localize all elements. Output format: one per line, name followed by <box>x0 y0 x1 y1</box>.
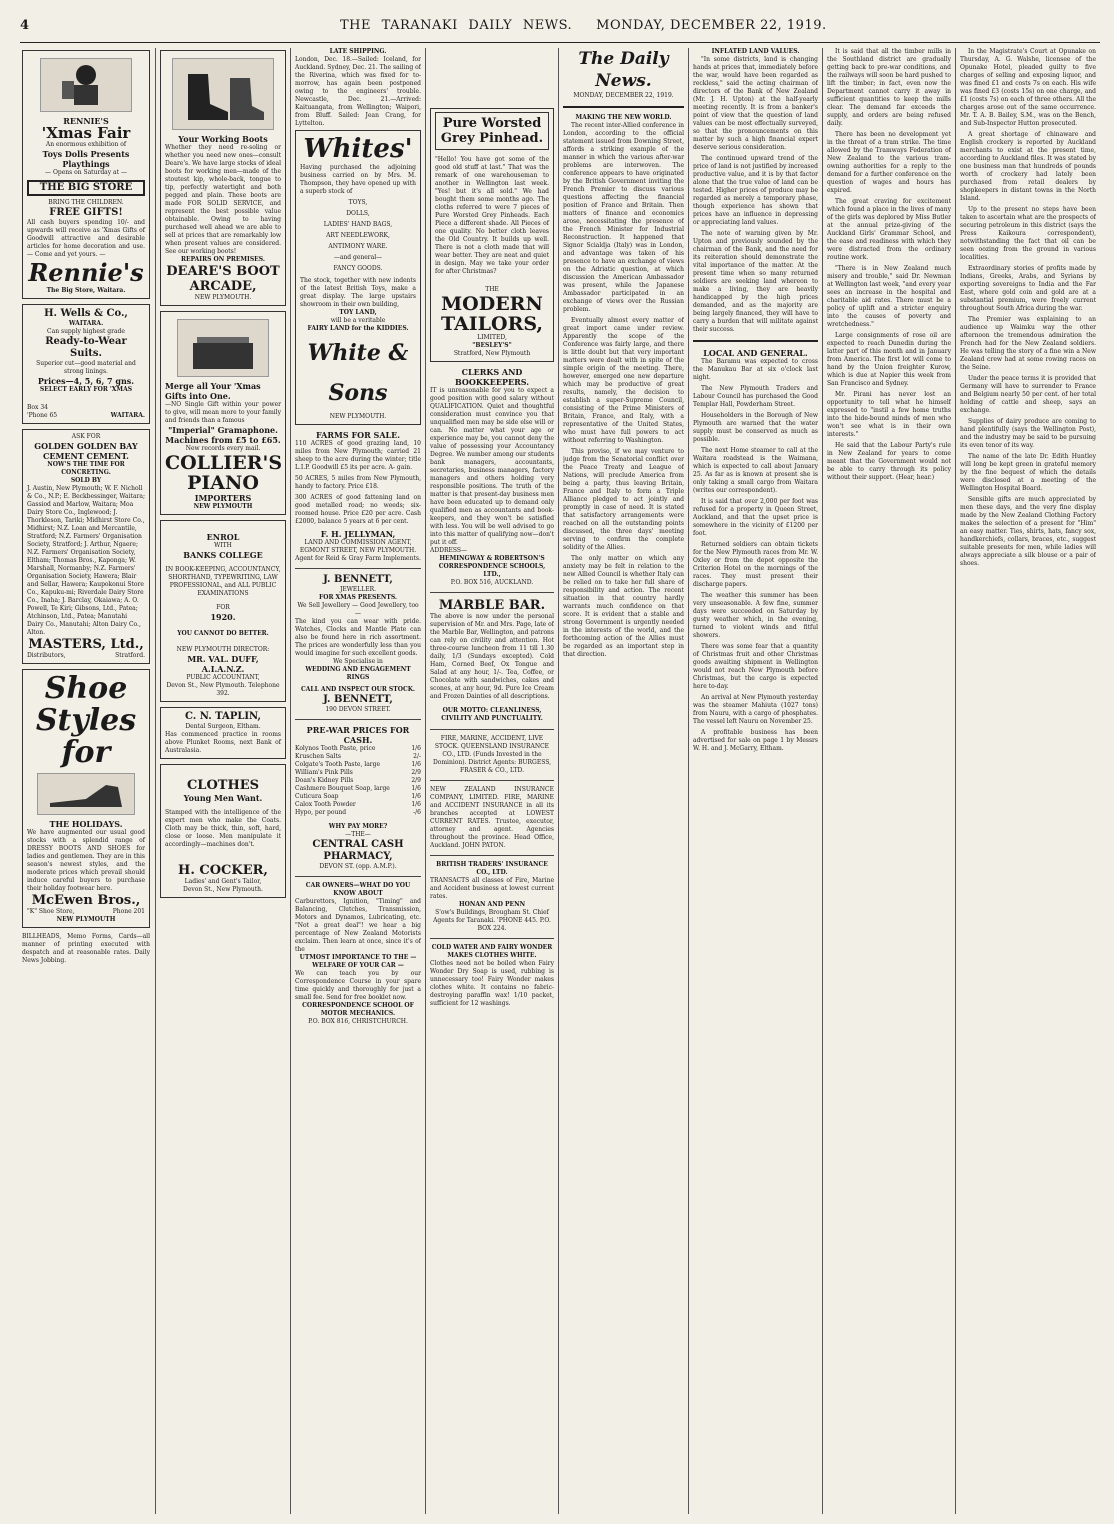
cocker-name: H. COCKER, <box>178 863 268 878</box>
local-general-items <box>693 358 818 753</box>
honan-text: S'ow's Buildings, Brougham St. Chief Agents for Taranaki. 'PHONE 445. P.O. BOX 224. <box>433 909 551 932</box>
farm-listing: 50 ACRES, 5 miles from New Plymouth, handy to factory. Price £18. <box>295 475 421 490</box>
rennie-title: RENNIE'S <box>63 116 109 126</box>
paragraph: He said that the Labour Party's rule in New Zealand for years to come meant that the Government would not be able to carry through its policy without their support. (Hear, hear.) <box>827 442 951 481</box>
paragraph: The Baramu was expected to cross the Manukau Bar at six o'clock last night. <box>693 358 818 381</box>
paragraph: The note of warning given by Mr. Upton and previously sounded by the chairman of the Bank, and the need for its reiteration should demonstrate the vital importance of the matter. At the present time when so many returned soldiers are seeking land whereon to make a living, they are heavily handicapped by the high prices demanded, and as the majority are being largely financed, they will have to carry a burden that will militate against their success. <box>693 230 818 333</box>
paragraph: Supplies of dairy produce are coming to hand plentifully (says the Wellington Post), and the industry may be said to be pursuing its even tenor of its way. <box>960 418 1096 449</box>
wells-ad <box>22 304 150 424</box>
central-pharmacy: CENTRAL CASH PHARMACY, <box>312 839 404 862</box>
farm-listing: 110 ACRES of good grazing land, 10 miles from New Plymouth; carried 21 sheep to the acre during the winter; title L.I.P. Goodwill £5 its per acre. A- gain. <box>295 440 421 471</box>
cement-now: NOW'S THE TIME FOR CONCRETING. <box>47 461 125 476</box>
mcewen-name: McEwen Bros., <box>31 893 141 908</box>
masthead <box>20 18 1100 40</box>
banks-college: BANKS COLLEGE <box>183 550 263 560</box>
cocker-address: Devon St., New Plymouth. <box>183 886 263 893</box>
director-role: PUBLIC ACCOUNTANT, <box>186 674 260 681</box>
clerks-heading: CLERKS AND BOOKKEEPERS. <box>455 367 529 387</box>
jellyman-name: F. H. JELLYMAN, <box>320 529 396 539</box>
records: New records every mail. <box>185 445 261 452</box>
masters-distributors: Distributors, <box>27 652 66 659</box>
price-item: Kruschen Salts <box>295 753 341 760</box>
paragraph: In the Magistrate's Court at Opunake on Thursday, A. G. Walshe, licensee of the Opunake Hotel, pleaded guilty to five charges of selling and exposing liquor, and was fined £1 and costs 7s on each. His wife was fined £3 (costs 15s) on one charge, and £1 (costs 7s) on each of three others. All the charges arose out of the same occurrence. Mr. T. A. B. Bailey, S.M., was on the Bench, and Sub-Inspector Hutton prosecuted. <box>960 48 1096 127</box>
deare-name: DEARE'S BOOT ARCADE, <box>166 264 280 294</box>
cement-title: GOLDEN GOLDEN BAY CEMENT CEMENT. <box>34 441 138 461</box>
paragraph: Householders in the Borough of New Plymouth are warned that the water supply must be conserved as much as possible. <box>693 412 818 443</box>
mcewen-address: "K" Shoe Store, <box>27 908 75 915</box>
pure-text: "Hello! You have got some of the good old stuff at last." That was the remark of one warehouseman to another in Wellington last week. "Yes! but it's all sold." We had bought them some months ago. The cloths referred to were 7 pieces of Pure Worsted Grey Pinheads. Each Piece a different shade. All Pieces of one quality. No better cloth leaves the Old Country. It builds up well. There is not a cloth made that will wear better. They are neat and quiet in design. May we take your order for after Christmas? <box>435 156 549 275</box>
wells-town: WAITARA. <box>110 412 145 419</box>
price-item: Hypo, per pound <box>295 809 347 816</box>
paragraph: This proviso, if we may venture to judge from the Senatorial conflict over the Peace Treaty and League of Nations, will preclude America from being a party, thus leaving Britain, France and Italy to form a Triple Alliance pledged to act jointly and promptly in case of need. It is stated that satisfactory arrangements were reached on all the outstanding points discussed, the three days' meeting serving to confirm the complete solidity of the Allies. <box>563 448 684 551</box>
editorial-headline: MAKING THE NEW WORLD. <box>575 114 672 121</box>
address-label: ADDRESS— <box>430 547 467 554</box>
price-row <box>295 785 421 793</box>
xmas-presents: FOR XMAS PRESENTS. <box>318 594 398 601</box>
column-divider <box>688 48 689 1514</box>
price-value: 1/6 <box>411 785 421 792</box>
paragraph: It is said that over 2,000 per foot was refused for a property in Queen Street, Auckland, and that the upset price is somewhere in the vicinity of £1200 per foot. <box>693 498 818 537</box>
price-value: 2/9 <box>411 777 421 784</box>
wells-prices: Prices—4, 5, 6, 7 gns. <box>37 376 135 386</box>
column-divider <box>822 48 823 1514</box>
nz-insurance: NEW ZEALAND INSURANCE COMPANY, LIMITED. FIRE, MARINE and ACCIDENT INSURANCE in all its branches accepted at LOWEST CURRENT RATES. Trustee, executor, attorney and agent. Agencies throughout the province. Head Office, Auckland. JOHN PATON. <box>430 786 554 849</box>
jeweller: JEWELLER. <box>339 586 377 593</box>
wells-title: H. Wells & Co., <box>44 308 128 319</box>
taplin-role: Dental Surgeon, Eltham. <box>185 723 261 730</box>
price-row <box>295 753 421 761</box>
paragraph: The weather this summer has been very unseasonable. A few fine, summer days were succeeded on Saturday by gusty weather which, in the evening, turned to violent winds and fitful showers. <box>693 592 818 639</box>
toyland2: will be a veritable <box>330 317 386 324</box>
boots-text: Whether they need re-soling or whether you need new ones—consult Deare's. We have large stocks of ideal boots for working men—made of the stoutest kip, whole-back, tongue to tip, perfectly watertight and both pegged and plain. These boots are made FOR SOLID SERVICE, and represent the best possible value obtainable. Owing to having purchased well ahead we are able to sell at prices that are remarkably low when present values are considered. See our working boots! <box>165 144 281 255</box>
rings: WEDDING AND ENGAGEMENT RINGS <box>305 666 411 681</box>
price-item: Doan's Kidney Pills <box>295 777 354 784</box>
santa-illustration <box>40 58 132 112</box>
rennie-line: BRING THE CHILDREN. <box>48 199 124 206</box>
mcewen-phone: Phone 201 <box>112 908 145 915</box>
whites-logo: Whites' <box>303 134 413 164</box>
queensland-insurance: FIRE, MARINE, ACCIDENT, LIVE STOCK. QUEENSLAND INSURANCE CO., LTD. (Funds Invested in the Dominion). District Agents: BURGESS, FRASER & CO., LTD. <box>432 735 552 774</box>
free-gifts: FREE GIFTS! <box>49 207 123 218</box>
price-row <box>295 769 421 777</box>
local-general-heading: LOCAL AND GENERAL. <box>703 348 808 358</box>
jellyman-agent: Agent for Reid & Gray Farm Implements. <box>295 555 421 562</box>
column-divider <box>155 48 156 1514</box>
whites-text2: The stock, together with new indents of the latest British Toys, make a great display. The large upstairs showroom in their own building, <box>300 277 416 308</box>
column-divider <box>425 48 426 1514</box>
cement-sold: SOLD BY <box>70 477 102 484</box>
price-value: 2/- <box>413 753 421 760</box>
news-items <box>960 48 1096 568</box>
price-row <box>295 777 421 785</box>
paragraph: Eventually almost every matter of great import came under review. Apparently the scope of the Conference was fairly large, and there is little doubt but that very important matters were dealt with in spite of the simple origin of the meeting. There, however, emerged one new departure which may be productive of great results, namely, the decision to establish a super-Supreme Council, consisting of the Prime Ministers of Britain, France, and Italy, with a representative of the United States, who must have full powers to act without referring to Washington. <box>563 317 684 444</box>
the: THE <box>485 286 499 293</box>
wells-phone: 'Phone 65 <box>27 412 58 419</box>
paragraph: There was some fear that a quantity of Christmas fruit and other Christmas goods awaiting shipment in Wellington would not reach New Plymouth before Christmas, but the cargo is expected here to-day. <box>693 643 818 690</box>
fairy-land: FAIRY LAND for the KIDDIES. <box>307 325 409 332</box>
jellyman-role: LAND AND COMMISSION AGENT, EGMONT STREET, NEW PLYMOUTH. <box>299 539 417 554</box>
price-row <box>295 745 421 753</box>
specialise: We Specialise in <box>333 658 383 665</box>
mcewen-town: NEW PLYMOUTH <box>56 916 116 923</box>
enrol: ENROL <box>206 532 240 542</box>
whites-ad <box>295 130 421 425</box>
whites-item: —and general— <box>333 254 383 261</box>
cocker-role: Ladies' and Gent's Tailor, <box>184 878 262 885</box>
repairs: REPAIRS ON PREMISES. <box>181 256 265 263</box>
wells-line: SELECT EARLY FOR 'XMAS <box>39 386 133 393</box>
school-address: P.O. BOX 816, CHRISTCHURCH. <box>308 1018 408 1025</box>
gramophone-illustration <box>177 319 269 377</box>
paragraph: Large consignments of rose oil are expected to reach Dunedin during the latter part of this month and in January from America. The first lot will come to hand by the Union freighter Kurow, which is due at Napier this week from San Francisco and Sydney. <box>827 332 951 387</box>
news-items <box>827 48 951 482</box>
british-traders: BRITISH TRADERS' INSURANCE CO., LTD. <box>436 861 548 876</box>
column-divider <box>955 48 956 1514</box>
paragraph: The Premier was explaining to an audience up Waimku way the other afternoon the tremendous admiration the French had for the New Zealand soldiers. He was telling the story of a fine win a New Zealand crew had at some rowing races on the Seine. <box>960 316 1096 371</box>
cement-list: J. Austin, New Plymouth; W. F. Nicholl & Co., N.P.; E. Beckbessinger, Waitara; Gassiod and Marlow, Waitara; Moa Dairy Store Co., Inglewood; J. Thorkleson, Tariki; Midhirst Store Co., Midhirst; N.Z. Loan and Mercantile, Stratford; N.Z. Farmers' Organisation Society, Stratford; J. Arthur, Ngaere; N.Z. Farmers' Organisation Society, Eltham; Thomas Bros., Kaponga; W. Marshall, Normanby; N.Z. Farmers' Organisation Society, Hawera; Blair and Sellar, Hawera; Kaupokonui Store Co., Kapuku-mi; Riverdale Dairy Store Co., Inaha; J. Barclay, Okaiawa; A. O. Powell, Te Kiri; Gibsons, Ltd., Patea; Atchinson, Ltd., Patea; Manutahi Dairy Co., Manutahi; Alton Dairy Co., Alton. <box>27 485 145 636</box>
taplin-name: C. N. TAPLIN, <box>184 711 262 722</box>
mcewen-ad <box>22 669 150 928</box>
toyland: TOY LAND, <box>339 309 377 316</box>
whites-item: FANCY GOODS. <box>333 265 383 272</box>
the: —THE— <box>345 831 371 838</box>
rennie-ad <box>22 50 150 299</box>
sell-jewellery: We Sell Jewellery — Good Jewellery, too — <box>297 602 419 617</box>
gramophone-icon <box>183 323 263 373</box>
white-sons-town: NEW PLYMOUTH. <box>329 413 387 420</box>
big-store: THE BIG STORE <box>27 180 145 196</box>
masters-town: Stratford. <box>115 652 145 659</box>
hemingway-address: P.O. BOX 516, AUCKLAND. <box>450 579 534 586</box>
shoe-icon <box>46 777 126 811</box>
paragraph: The name of the late Dr. Edith Huntley will long be kept green in grateful memory by the fine bequest of which the details were disclosed at a meeting of the Wellington Hospital Board. <box>960 453 1096 492</box>
holidays-text: We have augmented our usual good stocks with a splendid range of DRESSY BOOTS AND SHOES for ladies and gentlemen. They are in this season's newest styles, and the moderate prices which prevail should induce careful buyers to purchase their holiday footwear here. <box>27 829 145 892</box>
paragraph: "In some districts, land is changing hands at prices that, immediately before the war, would have been regarded as reckless," said the acting chairman of directors of the Bank of New Zealand (Mr. J. H. Upton) at the half-yearly meeting recently. It is from a banker's point of view that the question of land values can be most effectually surveyed, so that the pronouncements on this matter by such a high financial expert deserve serious consideration. <box>693 56 818 151</box>
whites-item: ANTIMONY WARE. <box>328 243 388 250</box>
paragraph: The recent inter-Allied conference in London, according to the official statement issued from Downing Street, affords a striking example of the manner in which the various after-war problems are interwoven. The conference appears to have originated by the British Government inviting the French Premier to discuss various questions affecting the financial position of France and Britain. Then matters of finance and economics arose, necessitating the presence of the French Minister for Industrial Reconstruction. It happened that Signor Scialdja (Italy) was in London, and advantage was taken of his presence to have an exchange of views on the Adriatic question, at which discussion the American Ambassador was present, while the Japanese Ambassador participated in an exchange of views over the Russian problem. <box>563 122 684 313</box>
hemingway: HEMINGWAY & ROBERTSON'S CORRESPONDENCE SCHOOLS, LTD., <box>438 555 546 578</box>
director-heading: NEW PLYMOUTH DIRECTOR: <box>176 646 270 653</box>
pure-worsted: Pure Worsted Grey Pinhead. <box>435 112 549 150</box>
boot-icon <box>178 64 268 124</box>
deare-town: NEW PLYMOUTH. <box>194 294 252 301</box>
nameplate: The Daily News. <box>578 49 669 91</box>
collier-town: NEW PLYMOUTH <box>193 503 253 510</box>
wells-line: Superior cut—good material and strong linings. <box>36 360 136 375</box>
paragraph: An arrival at New Plymouth yesterday was the steamer Mahiuta (1027 tons) from Nauru, with a cargo of phosphates. The vessel left Nauru on November 25. <box>693 694 818 725</box>
column-4 <box>430 48 554 1516</box>
car-text2: We can teach you by our Correspondence Course in your spare time quickly and thoroughly for just a small fee. Send for free booklet now. <box>295 970 421 1001</box>
white-sons-logo: White & Sons <box>307 340 409 406</box>
price-value: 1/6 <box>411 801 421 808</box>
farm-listing: 300 ACRES of good fattening land on good metalled road; no weeds; six-roomed house. Price £20 per acre. Cash £2000, balance 5 years at 6 per cent. <box>295 494 421 525</box>
cocker-ad <box>160 764 286 898</box>
machines: Machines from £5 to £65. <box>165 435 281 445</box>
taplin-ad <box>160 707 286 759</box>
price-row <box>295 801 421 809</box>
price-item: Calox Tooth Powder <box>295 801 356 808</box>
wells-box: Box 34 <box>27 404 48 411</box>
wells-line: Can supply highest grade <box>47 328 125 335</box>
price-row <box>295 761 421 769</box>
shipping-heading: LATE SHIPPING. <box>329 48 387 55</box>
motto: OUR MOTTO: CLEANLINESS, CIVILITY AND PUNCTUALITY. <box>441 707 543 722</box>
paragraph: Under the peace terms it is provided that Germany will have to surrender to France and Belgium nearly 50 per cent. of her total holding of cattle and sheep, says an exchange. <box>960 375 1096 414</box>
paragraph: Sensible gifts are much appreciated by men these days, and the very fine display made by the New Zealand Clothing Factory makes the selection of a present for "Him" an easy matter. Ties, shirts, hats, fancy sox, handkerchiefs, collars, braces, etc., suggest suitable presents for men, while ladies will always appreciate a silk blouse or a pair of shoes. <box>960 496 1096 567</box>
marble-bar: MARBLE BAR. <box>438 598 546 613</box>
cold-water: COLD WATER AND FAIRY WONDER MAKES CLOTHES WHITE. <box>431 944 553 959</box>
column-8 <box>960 48 1096 1516</box>
for: FOR <box>216 604 230 611</box>
importers: IMPORTERS <box>194 493 252 503</box>
price-list <box>295 745 421 817</box>
cannot-do-better: YOU CANNOT DO BETTER. <box>177 630 269 637</box>
collier-ad <box>160 311 286 515</box>
paragraph: Up to the present no steps have been taken to ascertain what are the prospects of securing petroleum in this district (says the Press Kaikoura correspondent), notwithstanding the fact that oil can be seen oozing from the ground in various localities. <box>960 206 1096 261</box>
price-item: Colgate's Tooth Paste, large <box>295 761 381 768</box>
paragraph: The only matter on which any anxiety may be felt in relation to the new Allied Council is whether Italy can be relied on to take her full share of responsibility and action. The recent situation in that country hardly warrants much confidence on that score. It is evident that a stable and strong Government is urgently needed in the interests of the world, and the forthcoming action of the Allies must be regarded as an important step in that direction. <box>563 555 684 658</box>
director: MR. VAL. DUFF, A.I.A.N.Z. <box>187 654 259 674</box>
paragraph: "There is in New Zealand much misery and trouble," said Dr. Newman at Wellington last week, "and every year sees an increase in the hospital and charitable aid rates. There must be a policy of uplift and a stricter enquiry into the causes of poverty and wretchedness." <box>827 265 951 328</box>
price-value: -/6 <box>413 809 421 816</box>
young-men: Young Men Want. <box>183 793 263 803</box>
land-values-article <box>693 56 818 334</box>
price-value: 2/9 <box>411 769 421 776</box>
with: WITH <box>214 542 232 549</box>
price-item: Cuticura Soap <box>295 793 339 800</box>
page-number: 4 <box>20 18 30 33</box>
merge-heading: Merge all Your 'Xmas Gifts into One. <box>165 381 261 401</box>
paragraph: The great craving for excitement which found a place in the lives of many of the girls was deplored by Miss Butler at the annual prize-giving of the Auckland Girls' Grammar School, and the ease and readiness with which they were distracted from the ordinary routine work. <box>827 198 951 261</box>
clothes-text: Stamped with the intelligence of the expert men who make the Coats. Cloth may be thick, thin, soft, hard, close or loose. Men manipulate it accordingly—machines don't. <box>165 809 281 848</box>
rennie-line: — Opens on Saturday at — <box>45 169 127 176</box>
school: CORRESPONDENCE SCHOOL OF MOTOR MECHANICS. <box>302 1002 414 1017</box>
banks-ad <box>160 520 286 702</box>
shoe-styles: Shoe Styles for <box>35 671 137 770</box>
column-divider <box>558 48 559 1514</box>
whites-item: DOLLS, <box>346 210 370 217</box>
price-item: William's Pink Pills <box>295 769 353 776</box>
bennett-name: J. BENNETT, <box>323 574 393 585</box>
inspect: CALL AND INSPECT OUR STOCK. <box>300 686 416 693</box>
xmas-fair: 'Xmas Fair <box>41 124 131 142</box>
land-values-headline: INFLATED LAND VALUES. <box>711 48 800 55</box>
wells-line: Ready-to-Wear <box>45 336 127 347</box>
car-importance: UTMOST IMPORTANCE TO THE — WELFARE OF YOUR CAR — <box>299 954 417 969</box>
price-item: Kolynos Tooth Paste, price <box>295 745 376 752</box>
rennie-address: The Big Store, Waitara. <box>46 287 126 294</box>
cold-text: Clothes need not be boiled when Fairy Wonder Dry Soap is used, rubbing is unnecessary too! Fairy Wonder makes clothes white. It contains no fabric-destroying paraffin wax! 1/10 packet, sufficient for 12 washings. <box>430 960 554 1007</box>
price-value: 1/6 <box>411 793 421 800</box>
whites-item: TOYS, <box>348 199 368 206</box>
masthead-rule <box>20 42 1100 43</box>
column-1 <box>22 48 150 1516</box>
modern-address: Stratford, New Plymouth <box>453 350 531 357</box>
holidays-heading: THE HOLIDAYS. <box>49 819 123 829</box>
paragraph: A great shortage of chinaware and English crockery is reported by Auckland merchants to exist at the present time, according to Auckland files. It was stated by one business man that hundreds of pounds worth of crockery had lately been purchased from retail dealers by shopkeepers in distant towns in the North Island. <box>960 131 1096 202</box>
modern-tailors-ad <box>430 108 554 362</box>
bennett-address: 190 DEVON STREET. <box>325 706 391 713</box>
clothes-heading: CLOTHES <box>186 778 260 793</box>
modern-tailors: MODERN TAILORS, <box>440 293 544 335</box>
director-address: Devon St., New Plymouth. Telephone 392. <box>166 682 280 697</box>
boots-title: Your Working Boots <box>178 134 268 144</box>
paragraph: Extraordinary stories of profits made by Indians, Greeks, Arabs, and Syrians by exporting sovereigns to India and the Far East, where gold coin and gold are at a substantial premium, were freely current throughout South Africa during the war. <box>960 265 1096 312</box>
paragraph: The New Plymouth Traders and Labour Council has purchased the Good Templar Hall, Powderham Street. <box>693 385 818 408</box>
price-value: 1/6 <box>411 745 421 752</box>
whites-item: ART NEEDLEWORK, <box>326 232 390 239</box>
bennett-name: J. BENNETT, <box>323 694 393 705</box>
shipping-text: London, Dec. 18.—Sailed: Iceland, for Auckland. Sydney, Dec. 21. The sailing of the Riverina, which was fixed for to-morrow, has again been postponed owing to the engineers' trouble. Newcastle, Dec. 21.—Arrived: Kaituangata, from Wellington; Waipori, from Bluff. Sailed: Jean Crang, for Lyttelton. <box>295 56 421 127</box>
price-row <box>295 793 421 801</box>
marble-text: The above is now under the personal supervision of Mr. and Mrs. Page, late of the Marble Bar, Wellington, and patrons can rely on civility and attention. Hot three-course luncheon from 11 till 1.30 daily, 1/3 (Sundays excepted). Cold Ham, Corned Beef, Ox Tongue and Salad at any hour, 1/-. Tea, Coffee, or Chocolate with sandwiches, cakes and scones, at any hour, 9d. Pure Ice Cream and Frozen Dainties of all descriptions. <box>430 613 554 700</box>
prewar-heading: PRE-WAR PRICES FOR CASH. <box>306 725 410 745</box>
editorial-date: MONDAY, DECEMBER 22, 1919. <box>573 92 674 99</box>
rennie-line: Toys Dolls Presents Playthings <box>42 149 130 169</box>
boots-illustration <box>172 58 274 130</box>
honan-penn: HONAN AND PENN <box>458 901 526 908</box>
central-address: DEVON ST. (opp. A.M.P.). <box>319 863 397 870</box>
limited: LIMITED, <box>477 334 507 341</box>
column-2 <box>160 48 286 1516</box>
imperial: "Imperial" Gramaphone. <box>168 425 278 435</box>
farms-heading: FARMS FOR SALE. <box>315 430 401 440</box>
british-text: TRANSACTS all classes of Fire, Marine and Accident business at lowest current rates. <box>430 877 554 900</box>
car-heading: CAR OWNERS—WHAT DO YOU KNOW ABOUT <box>305 882 411 897</box>
santa-icon <box>56 61 116 109</box>
cement-ask: ASK FOR <box>71 433 101 440</box>
clerks-text: IT is unreasonable for you to expect a good position with good salary without QUALIFICATION. Quiet and thoughtful consideration must convince you that unqualified men may be side else will or can. No matter what your age or experience may be, you cannot deny the value of possessing your Accountancy Degree. We number among our students bank managers, accountants, secretaries, business managers, factory managers and others holding very responsible positions. The truth of the matter is that present-day business men have been educated up to demand only qualified men as accountants and book-keepers, and they won't be satisfied with less. You will be well advised to go into this matter of qualifying now—don't put it off. <box>430 387 554 546</box>
column-6 <box>693 48 818 1516</box>
year: 1920. <box>210 612 236 622</box>
rennie-line: An enormous exhibition of <box>45 141 127 148</box>
column-7 <box>827 48 951 1516</box>
paragraph: Returned soldiers can obtain tickets for the New Plymouth races from Mr. W. Oxley or from the depot opposite the Criterion Hotel on the mornings of the races. They must present their discharge papers. <box>693 541 818 588</box>
paragraph: There has been no development yet in the threat of a tram strike. The time allowed by the Tramways Federation of New Zealand to the various tram-owning authorities for a reply to the demand for a further conference on the question of wages and hours has expired. <box>827 131 951 194</box>
price-row <box>295 809 421 817</box>
paragraph: It is said that all the timber mills in the Southland district are gradually getting back to pre-war conditions, and the railways will soon be hard pushed to lift the timber; in fact, even now the Department cannot carry it away in sufficient quantities to keep the mills clear. The demand far exceeds the supply, and orders are being refused daily. <box>827 48 951 127</box>
banks-text: IN BOOK-KEEPING, ACCOUNTANCY, SHORTHAND, TYPEWRITING, LAW PROFESSIONAL, and ALL PUBLIC EXAMINATIONS <box>165 566 281 597</box>
free-gifts-text: All cash buyers spending 10/- and upwards will receive as 'Xmas Gifts of Goodwill attractive and desirable articles for home decoration and use. — Come and yet yours. — <box>27 219 145 258</box>
masters-name: MASTERS, Ltd., <box>28 637 144 652</box>
column-5 <box>563 48 684 1516</box>
column-3 <box>295 48 421 1516</box>
wells-town: WAITARA. <box>68 320 104 327</box>
paragraph: Mr. Pirani has never lost an opportunity to tell what he himself expressed to "instil a few home truths into the hide-bound minds of men who won't see what is in their own interests." <box>827 391 951 438</box>
merge-text: —NO Single Gift within your power to give, will mean more to your family and friends than a famous <box>165 401 281 424</box>
wells-line: Suits. <box>69 348 103 359</box>
whites-text: Having purchased the adjoining business carried on by Mrs. M. Thompson, they have opened up with a superb stock of <box>300 164 416 195</box>
column-divider <box>290 48 291 1514</box>
paper-title: THE TARANAKI DAILY NEWS. <box>340 18 573 33</box>
paragraph: A profitable business has been advertised for sale on page 1 by Messrs W. H. and J. McGarry, Eltham. <box>693 729 818 752</box>
shoe-illustration <box>37 773 135 815</box>
price-item: Cashmere Bouquet Soap, large <box>295 785 390 792</box>
besley: "BESLEY'S" <box>472 342 512 349</box>
whites-items <box>300 199 416 273</box>
taplin-text: Has commenced practice in rooms above Plunket Rooms, next Bank of Australasia. <box>165 731 281 754</box>
issue-date: MONDAY, DECEMBER 22, 1919. <box>596 18 827 33</box>
rennies-logo: Rennie's <box>28 258 144 287</box>
collier-piano: COLLIER'S PIANO <box>165 452 283 494</box>
bennett-text: The kind you can wear with pride. Watches, Clocks and Mantle Plate can also be found here in rich assortment. The prices are wonderfully less than you would imagine for such excellent goods. <box>295 618 421 657</box>
car-text: Carburettors, Ignition, "Timing" and Balancing, Clutches, Transmission, Motors and Dynamos, Lubricating, etc. "Not a great deal"! we hear a big percentage of New Zealand Motorists exclaim. Then learn at once, since it's of the <box>295 898 421 953</box>
paragraph: The next Home steamer to call at the Waitara roadstead is the Waimana, which is expected to call about January 25. As far as is known at present she is only taking a small cargo from Waitara (writes our correspondent). <box>693 447 818 494</box>
cement-ad <box>22 429 150 664</box>
why-pay-more: WHY PAY MORE? <box>328 823 388 830</box>
price-value: 1/6 <box>411 761 421 768</box>
whites-item: LADIES' HAND BAGS, <box>323 221 393 228</box>
paragraph: The continued upward trend of the price of land is not justified by increased productive value, and it is by that factor alone that the true value of land can be tested. Higher prices of produce may be regarded as merely a temporary phase, though experience has shown that prices have an influence in depressing or appreciating land values. <box>693 155 818 226</box>
billheads-notice: BILLHEADS, Memo Forms, Cards—all manner of printing executed with despatch and at reasonable rates. Daily News Jobbing. <box>22 933 150 964</box>
editorial-article <box>563 122 684 659</box>
deare-ad <box>160 50 286 306</box>
